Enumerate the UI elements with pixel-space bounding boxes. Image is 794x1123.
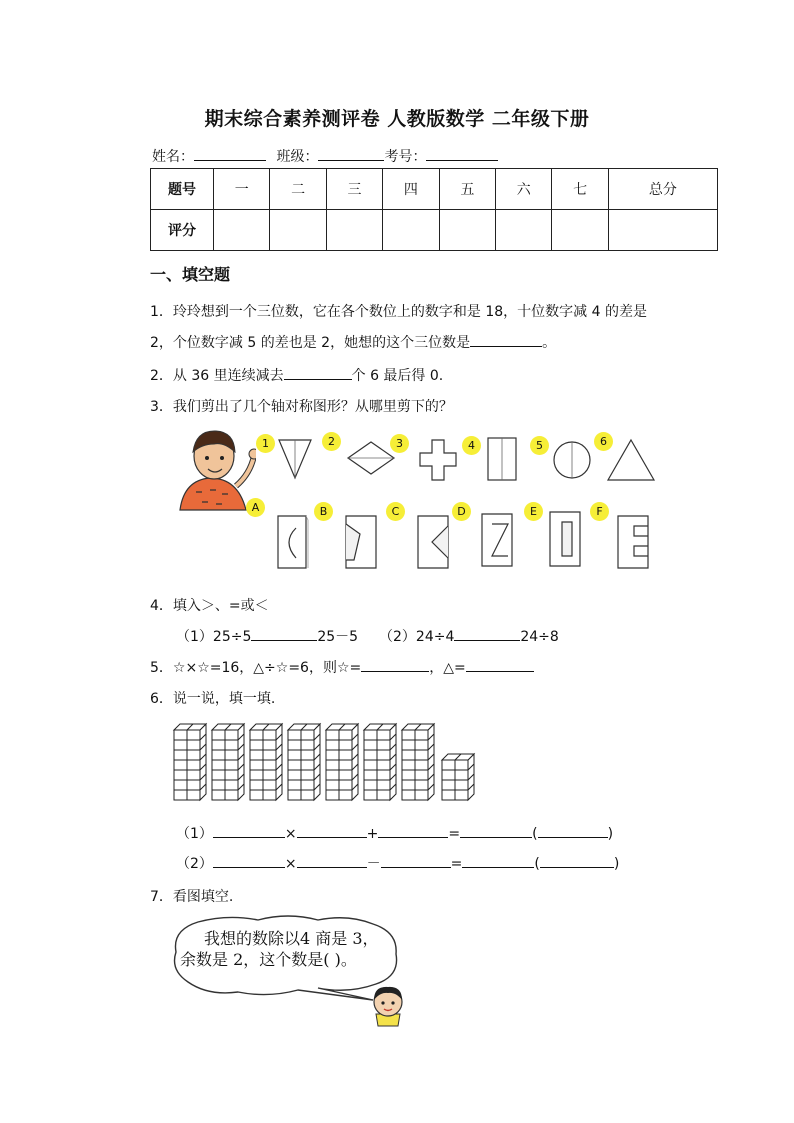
equals-sign: = xyxy=(450,856,463,872)
score-row-label: 评分 xyxy=(151,210,214,251)
plus-sign: + xyxy=(366,826,379,842)
answer-blank[interactable] xyxy=(378,823,448,838)
folded-paper-c xyxy=(414,512,454,572)
score-cell[interactable] xyxy=(552,210,608,251)
score-cell[interactable] xyxy=(270,210,326,251)
right-paren: ) xyxy=(613,856,620,872)
circle-shape-5 xyxy=(552,440,592,480)
question-1-line-2 xyxy=(150,332,556,352)
letter-badge: C xyxy=(386,502,405,521)
score-cell[interactable] xyxy=(496,210,552,251)
answer-blank[interactable] xyxy=(454,626,520,641)
table-header-cell: 总分 xyxy=(608,169,717,210)
answer-blank[interactable] xyxy=(460,823,532,838)
number-badge: 6 xyxy=(594,432,613,451)
table-header-cell: 一 xyxy=(214,169,270,210)
cube-stack xyxy=(212,724,244,800)
question-4-text: 4．填入＞、=或＜ xyxy=(150,598,269,614)
question-7-text: 7．看图填空. xyxy=(150,889,234,905)
answer-blank[interactable] xyxy=(538,823,608,838)
letter-badge: B xyxy=(314,502,333,521)
answer-blank[interactable] xyxy=(284,365,352,380)
right-paren: ) xyxy=(607,826,614,842)
page-title: 期末综合素养测评卷 人教版数学 二年级下册 xyxy=(204,108,590,130)
number-badge: 1 xyxy=(256,434,275,453)
cube-stack xyxy=(326,724,358,800)
table-header-cell: 三 xyxy=(326,169,382,210)
question-5 xyxy=(150,657,534,677)
question-6-row-1 xyxy=(176,823,613,843)
question-2-text-post: 个 6 最后得 0. xyxy=(351,368,444,384)
folded-paper-f xyxy=(614,512,654,572)
child-face-illustration xyxy=(368,984,408,1028)
equals-sign: = xyxy=(448,826,461,842)
row-label: （2） xyxy=(176,856,213,872)
diamond-shape-2 xyxy=(346,440,396,476)
answer-blank[interactable] xyxy=(381,853,451,868)
question-4-part-2b: 24÷8 xyxy=(520,629,559,645)
score-table xyxy=(150,168,718,251)
score-cell[interactable] xyxy=(326,210,382,251)
answer-blank[interactable] xyxy=(297,853,367,868)
answer-blank[interactable] xyxy=(462,853,534,868)
triangle-shape-6 xyxy=(606,438,656,482)
answer-blank[interactable] xyxy=(361,657,429,672)
table-header-cell: 题号 xyxy=(151,169,214,210)
rectangle-shape-4 xyxy=(486,436,518,482)
cube-stack xyxy=(174,724,206,800)
answer-blank[interactable] xyxy=(213,853,285,868)
score-cell[interactable] xyxy=(439,210,495,251)
cube-stack xyxy=(402,724,434,800)
folded-paper-e xyxy=(546,508,586,570)
table-header-cell: 七 xyxy=(552,169,608,210)
answer-blank[interactable] xyxy=(540,853,614,868)
folded-paper-b xyxy=(342,512,382,572)
left-paren: ( xyxy=(532,826,538,842)
question-5-text-pre: 5．☆×☆=16，△÷☆=6，则☆= xyxy=(150,660,362,676)
folded-paper-d xyxy=(478,510,518,570)
answer-blank[interactable] xyxy=(297,823,367,838)
table-header-cell: 二 xyxy=(270,169,326,210)
cutout-figures-illustration xyxy=(166,420,666,580)
folded-paper-a xyxy=(274,512,310,572)
cube-stack xyxy=(364,724,396,800)
question-4-parts xyxy=(176,626,559,646)
score-table-score-row xyxy=(151,210,718,251)
letter-badge: D xyxy=(452,502,471,521)
number-badge: 3 xyxy=(390,434,409,453)
question-4-part-1b: 25－5 xyxy=(317,629,359,645)
exam-label: 考号： xyxy=(384,149,427,165)
cube-stacks-illustration xyxy=(170,722,480,804)
question-1-line-1: 1．玲玲想到一个三位数，它在各个数位上的数字和是 18，十位数字减 4 的差是 xyxy=(150,304,647,320)
number-badge: 2 xyxy=(322,432,341,451)
cube-stack xyxy=(442,754,474,800)
cross-shape-3 xyxy=(418,438,458,482)
letter-badge: E xyxy=(524,502,543,521)
boy-pointing-illustration xyxy=(166,422,256,532)
answer-blank[interactable] xyxy=(466,657,534,672)
table-header-cell: 六 xyxy=(496,169,552,210)
cube-stack xyxy=(288,724,320,800)
name-blank[interactable] xyxy=(194,146,266,161)
table-header-cell: 四 xyxy=(383,169,439,210)
answer-blank[interactable] xyxy=(251,626,317,641)
question-3-text: 3．我们剪出了几个轴对称图形？从哪里剪下的？ xyxy=(150,399,453,415)
bubble-line-1: 我想的数除以4 商是 3， xyxy=(204,929,379,948)
kite-shape-1 xyxy=(277,438,313,480)
question-4-part-1: （1）25÷5 xyxy=(176,629,252,645)
cube-stack xyxy=(250,724,282,800)
question-6-text: 6．说一说，填一填. xyxy=(150,691,276,707)
table-header-cell: 五 xyxy=(439,169,495,210)
bubble-line-2: 余数是 2，这个数是( )。 xyxy=(180,950,357,969)
letter-badge: A xyxy=(246,498,265,517)
times-sign: × xyxy=(284,826,297,842)
question-1-text: 2，个位数字减 5 的差也是 2，她想的这个三位数是 xyxy=(150,335,471,351)
question-5-text-mid: ，△= xyxy=(429,660,466,676)
times-sign: × xyxy=(284,856,297,872)
class-blank[interactable] xyxy=(318,146,384,161)
answer-blank[interactable] xyxy=(213,823,285,838)
minus-sign: － xyxy=(366,856,381,872)
score-cell[interactable] xyxy=(608,210,717,251)
student-info-line xyxy=(152,146,498,166)
question-4-part-2: （2）24÷4 xyxy=(379,629,455,645)
left-paren: ( xyxy=(534,856,540,872)
question-1-end: 。 xyxy=(542,335,557,351)
answer-blank[interactable] xyxy=(470,332,542,347)
score-cell[interactable] xyxy=(383,210,439,251)
number-badge: 5 xyxy=(530,436,549,455)
row-label: （1） xyxy=(176,826,213,842)
name-label: 姓名： xyxy=(152,149,194,165)
score-table-header-row xyxy=(151,169,718,210)
section-heading: 一、填空题 xyxy=(150,265,231,284)
exam-blank[interactable] xyxy=(426,146,498,161)
class-label: 班级： xyxy=(276,149,319,165)
question-2-text-pre: 2．从 36 里连续减去 xyxy=(150,368,284,384)
letter-badge: F xyxy=(590,502,609,521)
score-cell[interactable] xyxy=(214,210,270,251)
question-6-row-2 xyxy=(176,853,619,873)
question-2 xyxy=(150,365,443,385)
number-badge: 4 xyxy=(462,436,481,455)
